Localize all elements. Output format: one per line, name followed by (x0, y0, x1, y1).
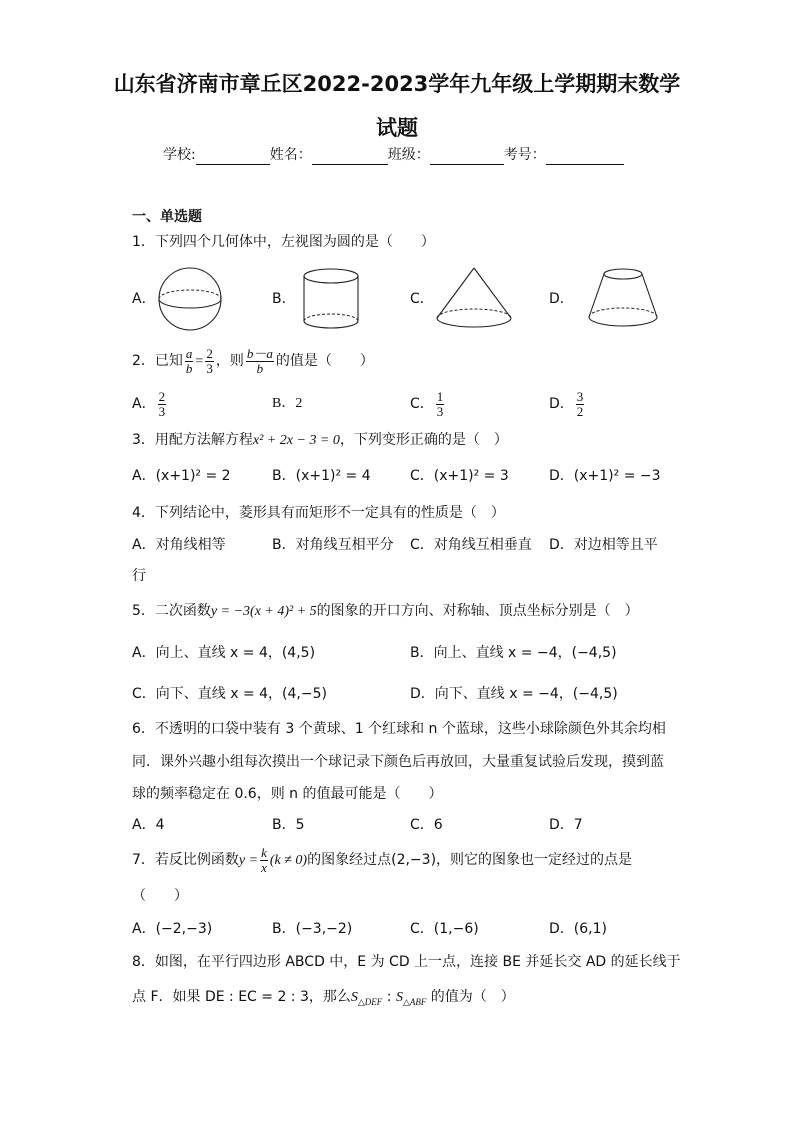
q2-mid: ，则 (215, 353, 244, 369)
q1-option-c-label: C． (410, 291, 434, 307)
q3-option-d: D．(x+1)² = −3 (549, 468, 661, 484)
q6-option-c: C．6 (410, 817, 443, 833)
q2-pre: 2．已知 (132, 353, 183, 369)
q2-option-a: A． $\frac{2}{3}$ (132, 388, 166, 419)
school-blank[interactable] (196, 164, 270, 165)
q7-line2: （ ） (132, 888, 188, 904)
q6-line1: 6．不透明的口袋中装有 3 个黄球、1 个红球和 n 个蓝球，这些小球除颜色外其余均相 (132, 721, 666, 737)
exam-no-blank[interactable] (546, 164, 624, 165)
q5-option-b: B．向上、直线 x = −4，(−4,5) (410, 645, 617, 661)
q4-option-b: B．对角线互相平分 (272, 537, 394, 553)
q3-option-a: A．(x+1)² = 2 (132, 468, 231, 484)
page-title-line2: 试题 (376, 116, 418, 140)
page-title: 山东省济南市章丘区2022-2023学年九年级上学期期末数学 (113, 72, 681, 96)
q1-option-a-label: A． (132, 291, 156, 307)
q4-stem: 4．下列结论中，菱形具有而矩形不一定具有的性质是（ ） (132, 505, 505, 521)
q3-stem: 3．用配方法解方程x² + 2x − 3 = 0，下列变形正确的是（ ） (132, 432, 508, 448)
section-heading: 一、单选题 (132, 209, 202, 225)
q6-line2: 同．课外兴趣小组每次摸出一个球记录下颜色后再放回，大量重复试验后发现，摸到蓝 (132, 754, 664, 770)
q6-option-d: D．7 (549, 817, 583, 833)
q1-stem: 1．下列四个几何体中，左视图为圆的是（ ） (132, 234, 435, 250)
name-label: 姓名： (269, 147, 312, 163)
q8-line1: 8．如图，在平行四边形 ABCD 中，E 为 CD 上一点，连接 BE 并延长交 AD 的延长线于 (132, 954, 681, 970)
q2-post: 的值是（ ） (275, 353, 374, 369)
q2-fraction-target: $\frac{b-a}{b}$ (246, 345, 273, 376)
q8-line2: 点 F．如果 DE : EC = 2 : 3，那么$S_{\triangle DEF}$ : $S_{\triangle ABF}$ 的值为（ ） (132, 989, 515, 1007)
q2-option-b: B．2 (272, 396, 303, 411)
q6-option-b: B．5 (272, 817, 305, 833)
q1-option-d-label: D． (549, 291, 574, 307)
q4-option-a: A．对角线相等 (132, 537, 226, 553)
q3-option-c: C．(x+1)² = 3 (410, 468, 509, 484)
q2-stem (132, 346, 374, 377)
q2-option-c: C． $\frac{1}{3}$ (410, 388, 444, 419)
q5-stem: 5．二次函数y = −3(x + 4)² + 5的图象的开口方向、对称轴、顶点坐标分别是（ ） (132, 603, 639, 619)
q2-equals: = (195, 354, 204, 369)
q3-option-b: B．(x+1)² = 4 (272, 468, 371, 484)
cone-figure (434, 266, 514, 332)
q3-equation: x² + 2x − 3 = 0 (252, 433, 340, 448)
class-blank[interactable] (430, 164, 504, 165)
sphere-figure (158, 267, 222, 331)
q6-line3: 球的频率稳定在 0.6，则 n 的值最可能是（ ） (132, 786, 443, 802)
q7-option-a: A．(−2,−3) (132, 921, 213, 937)
q7-option-d: D．(6,1) (549, 921, 607, 937)
class-label: 班级： (387, 147, 430, 163)
exam-no-label: 考号： (503, 147, 546, 163)
cylinder-figure (302, 268, 362, 330)
q5-equation: y = −3(x + 4)² + 5 (210, 604, 317, 619)
q5-option-c: C．向下、直线 x = 4，(4,−5) (132, 686, 327, 702)
frustum-figure (587, 266, 659, 332)
q4-option-d: D．对边相等且平 (549, 537, 658, 553)
q7-option-c: C．(1,−6) (410, 921, 479, 937)
q5-option-d: D．向下、直线 x = −4，(−4,5) (410, 686, 618, 702)
info-line (163, 145, 624, 165)
q4-option-c: C．对角线互相垂直 (410, 537, 532, 553)
q5-option-a: A．向上、直线 x = 4，(4,5) (132, 645, 316, 661)
q1-option-b-label: B． (272, 291, 296, 307)
q2-fraction-2-over-3: $\frac{2}{3}$ (206, 345, 213, 376)
q7-option-b: B．(−3,−2) (272, 921, 353, 937)
q2-option-d: D． $\frac{3}{2}$ (549, 388, 584, 419)
school-label: 学校: (163, 147, 196, 163)
q6-option-a: A．4 (132, 817, 165, 833)
q4-option-d-continued: 行 (132, 568, 146, 584)
name-blank[interactable] (312, 164, 388, 165)
q7-stem: 7．若反比例函数y = $\frac{k}{x}$ (k ≠ 0)的图象经过点(2,−3)，则它的图象也一定经过的点是 (132, 844, 633, 875)
q7-fraction-k-over-x: $\frac{k}{x}$ (261, 844, 267, 875)
q2-fraction-a-over-b: $\frac{a}{b}$ (185, 345, 193, 376)
